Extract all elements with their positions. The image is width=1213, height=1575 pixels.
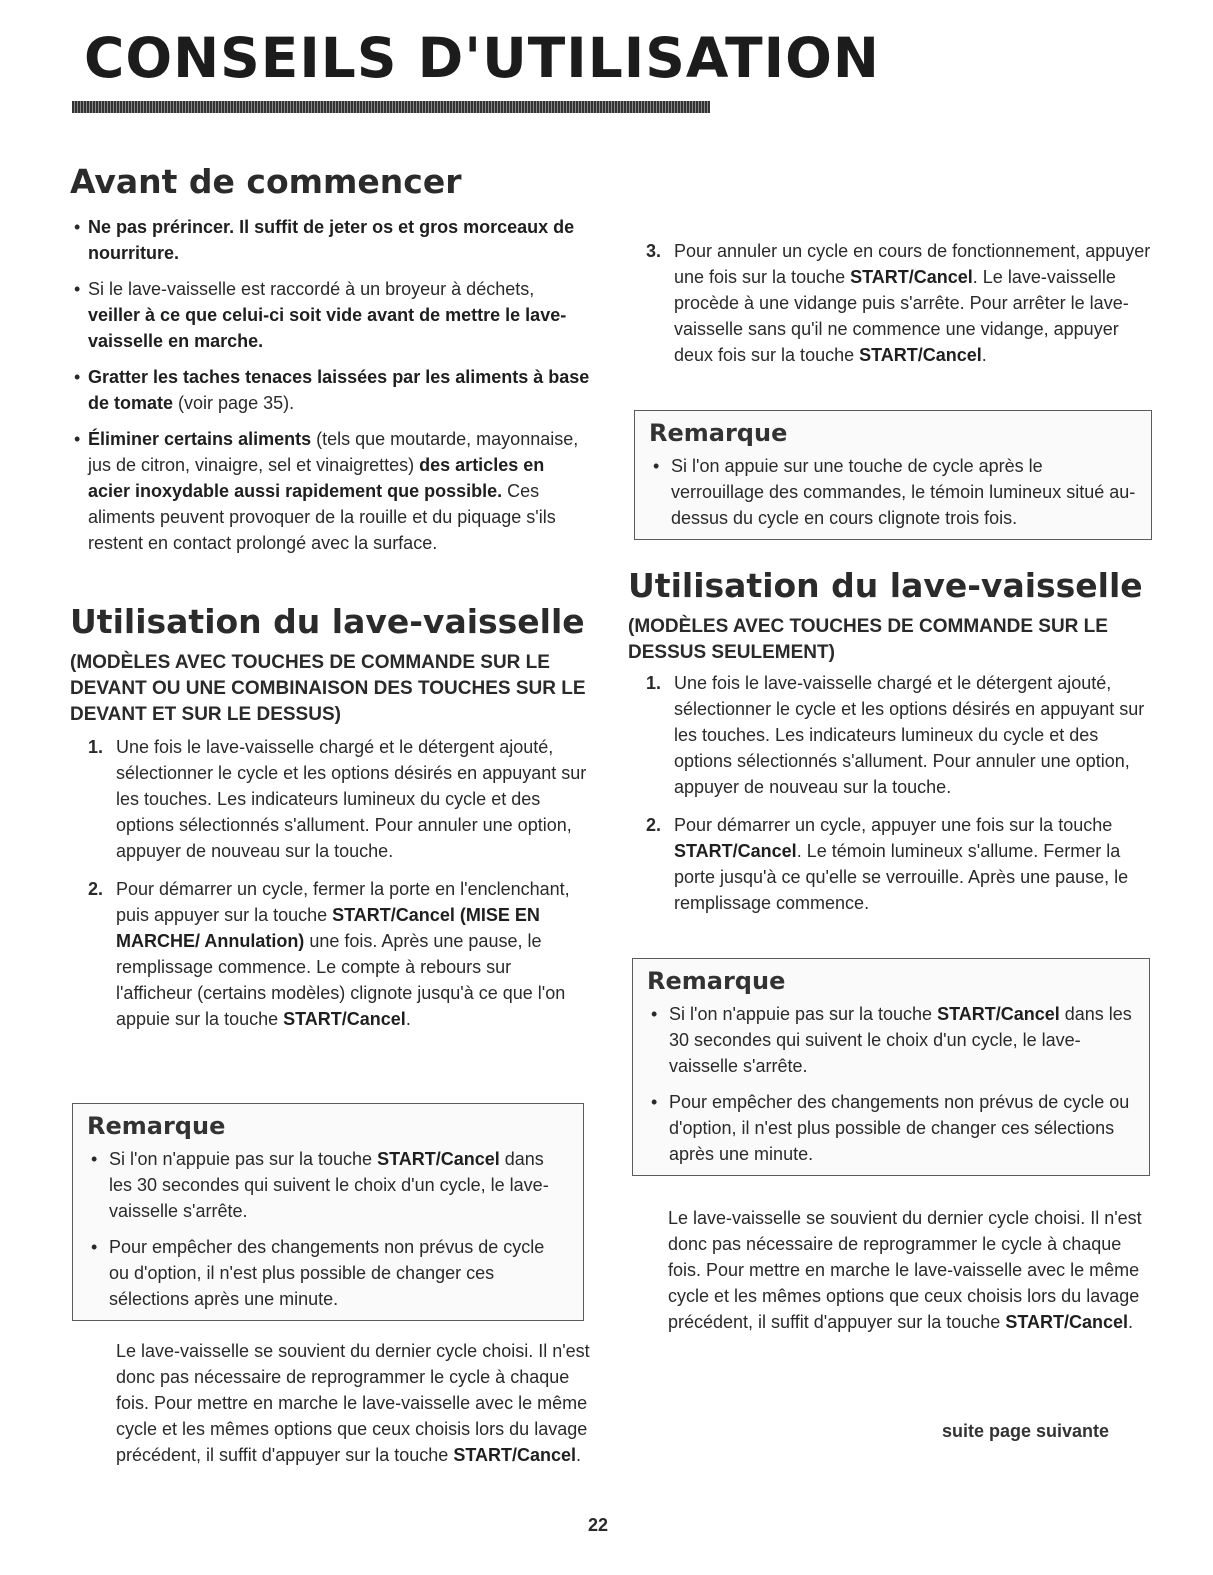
step-item <box>70 734 590 864</box>
text: . Le témoin lumineux s'allume. Fermer la porte jusqu'à ce qu'elle se verrouille. Après une pause, le remplissage commence. <box>674 841 1129 913</box>
text: une fois. Après une pause, le remplissage commence. Le compte à rebours sur l'afficheur (certains modèles) clignote jusqu'à ce que l'on appuie sur la touche <box>116 931 566 1029</box>
list-item <box>87 1146 569 1224</box>
note-title: Remarque <box>647 967 786 995</box>
text: (voir page 35). <box>173 393 295 413</box>
step-number: 3. <box>646 241 662 261</box>
step-number: 1. <box>88 737 104 757</box>
bold-text: START/Cancel <box>377 1149 500 1169</box>
title-rule <box>72 101 710 113</box>
text: Pour démarrer un cycle, fermer la porte en l'enclenchant, puis appuyer sur la touche <box>116 879 570 925</box>
bold-text: START/Cancel (MISE EN MARCHE/ Annulation) <box>116 905 540 951</box>
text: Une fois le lave-vaisselle chargé et le détergent ajouté, sélectionner le cycle et les options désirés en appuyant sur les touches. Les indicateurs lumineux du cycle et des options sélectionnés s'allument. Pour annuler une option, appuyer de nouveau sur la touche. <box>116 737 587 861</box>
front-subheading: (MODÈLES AVEC TOUCHES DE COMMANDE SUR LE DEVANT OU UNE COMBINAISON DES TOUCHES SUR LE DEVANT ET SUR LE DESSUS) <box>70 652 586 725</box>
list-item <box>647 1089 1135 1167</box>
bold-text: Ne pas prérincer. Il suffit de jeter os et gros morceaux de nourriture. <box>88 217 575 263</box>
text: dans les 30 secondes qui suivent le choix d'un cycle, le lave-vaisselle s'arrête. <box>669 1004 1132 1076</box>
page-title: CONSEILS D'UTILISATION <box>84 26 880 90</box>
text: (tels que moutarde, mayonnaise, jus de citron, vinaigre, sel et vinaigrettes) <box>88 429 579 475</box>
bold-text: START/Cancel <box>937 1004 1060 1024</box>
step-item <box>628 238 1153 368</box>
bold-text: Éliminer certains aliments <box>88 429 312 449</box>
step-item <box>70 876 590 1032</box>
text: Pour empêcher des changements non prévus de cycle ou d'option, il n'est plus possible de changer ces sélections après une minute. <box>109 1237 545 1309</box>
bold-text: veiller à ce que celui-ci soit vide avant de mettre le lave-vaisselle en marche. <box>88 305 567 351</box>
text: dans les 30 secondes qui suivent le choix d'un cycle, le lave-vaisselle s'arrête. <box>109 1149 549 1221</box>
step-number: 2. <box>88 879 104 899</box>
bold-text: START/Cancel <box>850 267 973 287</box>
before-bullets <box>70 214 590 566</box>
front-note <box>72 1103 584 1321</box>
step-item <box>628 670 1153 800</box>
top-heading: Utilisation du lave-vaisselle <box>628 566 1143 605</box>
text: . Le lave-vaisselle procède à une vidange puis s'arrête. Pour arrêter le lave-vaisselle sans qu'il ne commence une vidange, appuyer deux fois sur la touche <box>674 267 1129 365</box>
bold-text: Gratter les taches tenaces laissées par les aliments à base de tomate <box>88 367 590 413</box>
text: . <box>576 1445 582 1465</box>
front-heading: Utilisation du lave-vaisselle <box>70 602 585 641</box>
top-paragraph <box>628 1205 1153 1335</box>
bold-text: START/Cancel <box>283 1009 406 1029</box>
text: Pour annuler un cycle en cours de fonctionnement, appuyer une fois sur la touche <box>674 241 1151 287</box>
before-heading: Avant de commencer <box>70 162 462 201</box>
text: Si l'on n'appuie pas sur la touche <box>109 1149 378 1169</box>
note-bullets <box>87 1146 569 1312</box>
text: . <box>1128 1312 1134 1332</box>
text: Le lave-vaisselle se souvient du dernier cycle choisi. Il n'est donc pas nécessaire de reprogrammer le cycle à chaque fois. Pour mettre en marche le lave-vaisselle avec le même cycle et les mêmes options que ceux choisis lors du lavage précédent, il suffit d'appuyer sur la touche <box>668 1208 1142 1332</box>
step-number: 1. <box>646 673 662 693</box>
front-steps <box>70 734 590 1044</box>
text: Si le lave-vaisselle est raccordé à un broyeur à déchets, <box>88 279 535 299</box>
text: Pour empêcher des changements non prévus de cycle ou d'option, il n'est plus possible de changer ces sélections après une minute. <box>669 1092 1130 1164</box>
front-paragraph <box>70 1338 590 1468</box>
list-item <box>649 453 1137 531</box>
text: Une fois le lave-vaisselle chargé et le détergent ajouté, sélectionner le cycle et les options désirés en appuyant sur les touches. Les indicateurs lumineux du cycle et des options sélectionnés s'allument. Pour annuler une option, appuyer de nouveau sur la touche. <box>674 673 1145 797</box>
list-item <box>87 1234 569 1312</box>
text: Pour démarrer un cycle, appuyer une fois sur la touche <box>674 815 1113 835</box>
text: Ces aliments peuvent provoquer de la rouille et du piquage s'ils restent en contact prolongé avec la surface. <box>88 481 556 553</box>
text: Si l'on n'appuie pas sur la touche <box>669 1004 938 1024</box>
top-note <box>632 958 1150 1176</box>
cancel-steps <box>628 238 1153 380</box>
note-bullets <box>649 453 1137 531</box>
top-steps <box>628 670 1153 928</box>
bold-text: START/Cancel <box>453 1445 576 1465</box>
continue-label: suite page suivante <box>942 1421 1110 1441</box>
text: . <box>405 1009 411 1029</box>
list-item <box>647 1001 1135 1079</box>
bold-text: START/Cancel <box>859 345 982 365</box>
list-item <box>70 276 590 354</box>
text: Le lave-vaisselle se souvient du dernier cycle choisi. Il n'est donc pas nécessaire de reprogrammer le cycle à chaque fois. Pour mettre en marche le lave-vaisselle avec le même cycle et les mêmes options que ceux choisis lors du lavage précédent, il suffit d'appuyer sur la touche <box>116 1341 590 1465</box>
note-title: Remarque <box>649 419 788 447</box>
list-item <box>70 214 590 266</box>
cancel-note <box>634 410 1152 540</box>
bold-text: START/Cancel <box>1005 1312 1128 1332</box>
note-bullets <box>647 1001 1135 1167</box>
page-number: 22 <box>588 1515 609 1535</box>
bold-text: START/Cancel <box>674 841 797 861</box>
list-item <box>70 426 590 556</box>
step-item <box>628 812 1153 916</box>
bold-text: des articles en acier inoxydable aussi rapidement que possible. <box>88 455 545 501</box>
note-title: Remarque <box>87 1112 226 1140</box>
top-subheading: (MODÈLES AVEC TOUCHES DE COMMANDE SUR LE DESSUS SEULEMENT) <box>628 616 1108 663</box>
step-number: 2. <box>646 815 662 835</box>
list-item <box>70 364 590 416</box>
text: Si l'on appuie sur une touche de cycle après le verrouillage des commandes, le témoin lumineux situé au-dessus du cycle en cours clignote trois fois. <box>671 456 1136 528</box>
text: . <box>981 345 987 365</box>
